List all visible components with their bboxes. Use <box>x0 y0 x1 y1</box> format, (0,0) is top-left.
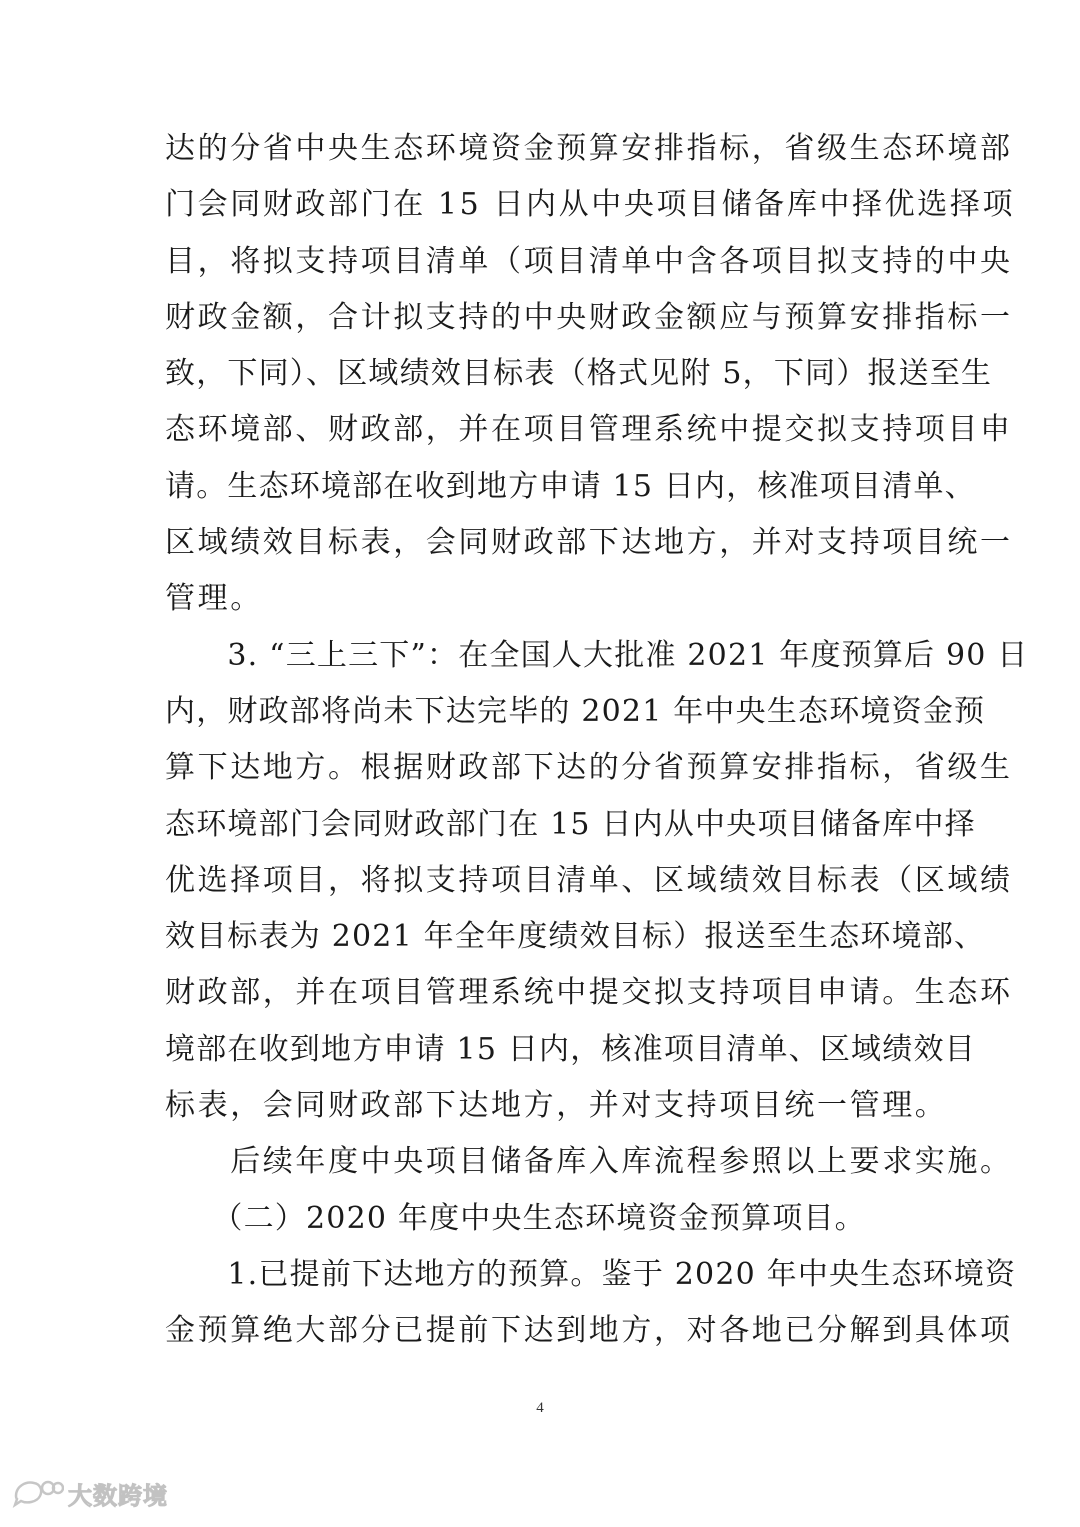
text-line: 态环境部、财政部，并在项目管理系统中提交拟支持项目申 <box>165 412 1013 448</box>
text-line: 后续年度中央项目储备库入库流程参照以上要求实施。 <box>165 1144 1013 1180</box>
text-line: 请。生态环境部在收到地方申请 15 日内，核准项目清单、 <box>165 468 976 504</box>
text-line: 金预算绝大部分已提前下达到地方，对各地已分解到具体项 <box>165 1313 1013 1349</box>
text-line: 1.已提前下达地方的预算。鉴于 2020 年中央生态环境资 <box>165 1256 1017 1292</box>
text-line: 效目标表为 2021 年全年度绩效目标）报送至生态环境部、 <box>165 919 986 955</box>
chat-bubble-logo-icon <box>10 1476 64 1510</box>
text-line: 算下达地方。根据财政部下达的分省预算安排指标，省级生 <box>165 750 1013 786</box>
watermark <box>10 1473 168 1513</box>
body-text <box>165 121 1029 1360</box>
text-line: 区域绩效目标表，会同财政部下达地方，并对支持项目统一 <box>165 525 1013 561</box>
text-line: 财政金额，合计拟支持的中央财政金额应与预算安排指标一 <box>165 299 1013 335</box>
text-line: 目，将拟支持项目清单（项目清单中含各项目拟支持的中央 <box>165 243 1013 279</box>
text-line: 态环境部门会同财政部门在 15 日内从中央项目储备库中择 <box>165 806 976 842</box>
text-line: 内，财政部将尚未下达完毕的 2021 年中央生态环境资金预 <box>165 693 986 729</box>
text-line: 优选择项目，将拟支持项目清单、区域绩效目标表（区域绩 <box>165 862 1013 898</box>
text-line: 境部在收到地方申请 15 日内，核准项目清单、区域绩效目 <box>165 1031 976 1067</box>
section-heading: （二）2020 年度中央生态环境资金预算项目。 <box>165 1200 866 1236</box>
text-line: 管理。 <box>165 581 263 617</box>
text-line: 达的分省中央生态环境资金预算安排指标，省级生态环境部 <box>165 131 1013 166</box>
text-line: 门会同财政部门在 15 日内从中央项目储备库中择优选择项 <box>165 187 1016 223</box>
text-line: 财政部，并在项目管理系统中提交拟支持项目申请。生态环 <box>165 975 1013 1011</box>
text-line: 标表，会同财政部下达地方，并对支持项目统一管理。 <box>165 1088 948 1124</box>
watermark-text: 大数跨境 <box>68 1481 168 1510</box>
text-line: 3. “三上三下”：在全国人大批准 2021 年度预算后 90 日 <box>165 637 1029 673</box>
page-number: 4 <box>536 1400 544 1416</box>
text-line: 致，下同）、区域绩效目标表（格式见附 5，下同）报送至生 <box>165 356 993 392</box>
